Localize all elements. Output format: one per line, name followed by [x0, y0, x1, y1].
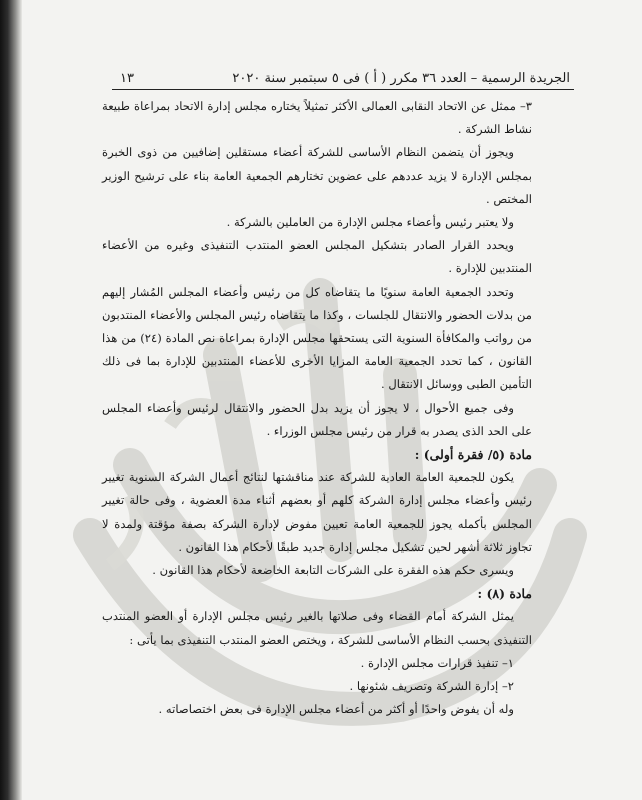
- page-header: [120, 60, 570, 86]
- paragraph-independent-members: ويجوز أن يتضمن النظام الأساسى للشركة أعضاء مستقلين إضافيين من ذوى الخبرة بمجلس الإدارة لا يزيد عددهم على عضوين تختارهم الجمعية العامة بناء على ترشيح الوزير المختص .: [102, 145, 532, 206]
- paragraph-item-3: ٣– ممثل عن الاتحاد النقابى العمالى الأكثر تمثيلاً يختاره مجلس إدارة الاتحاد بمراعاة طبيعة نشاط الشركة .: [102, 99, 532, 137]
- paragraph-limit: وفى جميع الأحوال ، لا يجوز أن يزيد بدل الحضور والانتقال لرئيس وأعضاء المجلس على الحد الذى يصدر به قرار من رئيس مجلس الوزراء .: [102, 400, 532, 438]
- header-divider: [112, 89, 574, 90]
- header-title: الجريدة الرسمية – العدد ٣٦ مكرر ( أ ) فى ٥ سبتمبر سنة ٢٠٢٠: [232, 71, 570, 86]
- paragraph-delegation: وله أن يفوض واحدًا أو أكثر من أعضاء مجلس الإدارة فى بعض اختصاصاته .: [158, 702, 514, 717]
- paragraph-subsidiaries: ويسرى حكم هذه الفقرة على الشركات التابعة الخاضعة لأحكام هذا القانون .: [152, 563, 514, 578]
- page-number: ١٣: [120, 71, 134, 86]
- paragraph-not-employees: ولا يعتبر رئيس وأعضاء مجلس الإدارة من العاملين بالشركة .: [226, 215, 514, 230]
- document-body: [102, 95, 532, 721]
- paragraph-allowances: وتحدد الجمعية العامة سنويًا ما يتقاضاه كل من رئيس وأعضاء المجلس المُشار إليهم من بدلات الحضور والانتقال للجلسات ، وكذا ما يتقاضاه رئيس المجلس والأعضاء المنتدبون من رواتب والمكافأة السنوية التى يستحقها مجلس الإدارة بمراعاة نص المادة (٢٤) من هذا القانون ، كما تحدد الجمعية العامة المزايا الأخرى للأعضاء المنتدبين للإدارة بما فى ذلك التأمين الطبى ووسائل الانتقال .: [102, 284, 532, 392]
- article-heading-5: مادة (٥/ فقرة أولى) :: [414, 447, 532, 463]
- scan-shadow-edge: [0, 0, 22, 800]
- paragraph-article-5: يكون للجمعية العامة العادية للشركة عند مناقشتها لنتائج أعمال الشركة السنوية تغيير رئيس وأعضاء مجلس إدارة الشركة كلهم أو بعضهم أثناء مدة العضوية ، وفى حالة تغيير المجلس بأكمله يجوز للجمعية العامة تعيين مفوض لإدارة الشركة بصفة مؤقتة ولمدة لا تجاوز ثلاثة أشهر لحين تشكيل مجلس إدارة جديد طبقًا لأحكام هذا القانون .: [102, 470, 532, 554]
- paragraph-article-8: يمثل الشركة أمام القضاء وفى صلاتها بالغير رئيس مجلس الإدارة أو العضو المنتدب التنفيذى بحسب النظام الأساسى للشركة ، ويختص العضو المنتدب التنفيذى بما يأتى :: [102, 609, 532, 647]
- article-heading-8: مادة (٨) :: [477, 586, 532, 602]
- list-item-1: ١– تنفيذ قرارات مجلس الإدارة .: [360, 655, 514, 670]
- paragraph-managing-director: ويحدد القرار الصادر بتشكيل المجلس العضو المنتدب التنفيذى وغيره من الأعضاء المنتدبين للإدارة .: [102, 238, 532, 276]
- list-item-2: ٢– إدارة الشركة وتصريف شئونها .: [349, 679, 514, 694]
